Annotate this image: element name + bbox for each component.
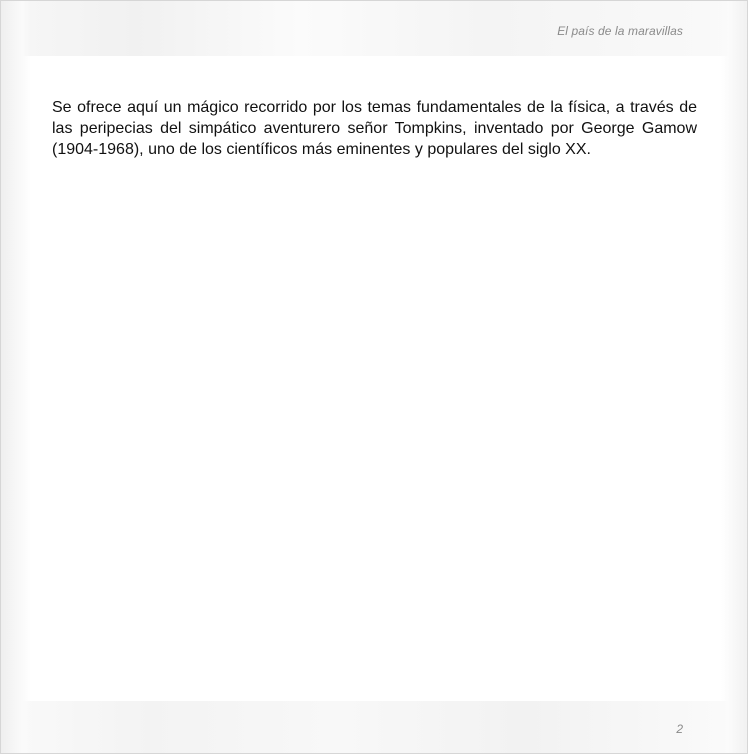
body-paragraph: Se ofrece aquí un mágico recorrido por los temas fundamentales de la física, a través de las peripecias del simpático aventurero señor Tompkins, inventado por George Gamow (1904-1968), uno de los científicos más eminentes y populares del siglo XX. [52, 99, 697, 158]
running-header: El país de la maravillas [557, 24, 683, 38]
page-shading-right [721, 1, 747, 754]
page-shading-left [1, 1, 31, 754]
page-number: 2 [676, 722, 683, 736]
page-shading-bottom [1, 701, 748, 754]
